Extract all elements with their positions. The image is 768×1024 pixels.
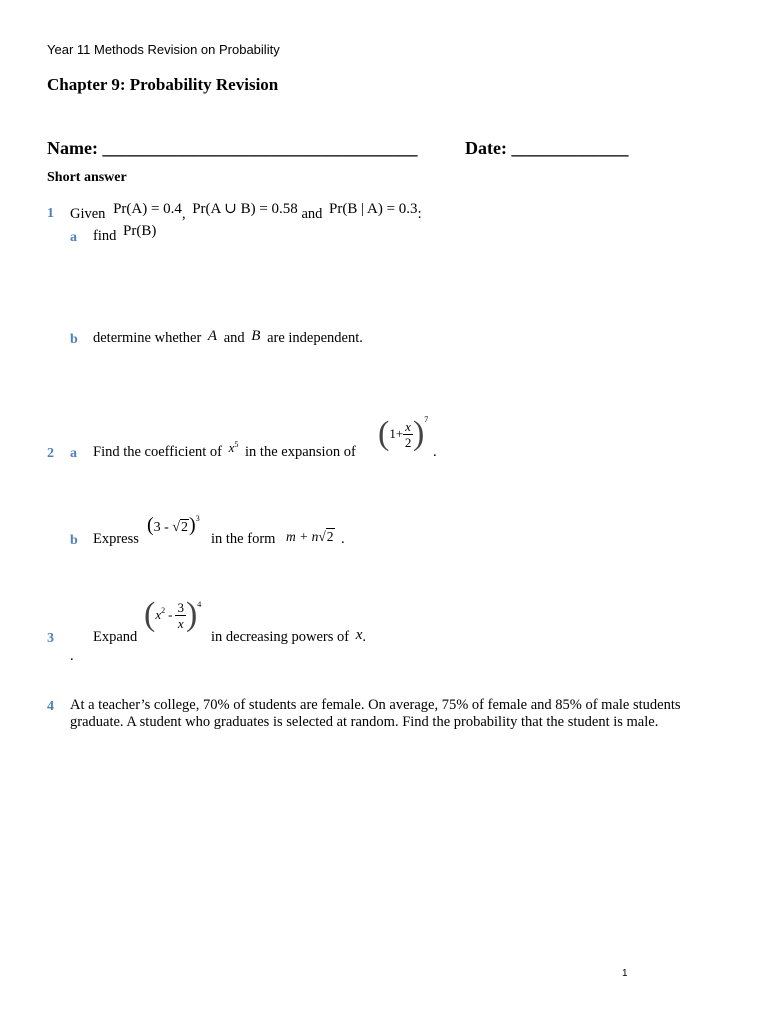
date-field-label: Date: _____________ [465,138,629,158]
question-2b-label [70,531,78,549]
left-paren: ( [378,415,390,452]
and-text: and [301,206,323,222]
exponent: 7 [424,415,429,424]
exponent: 4 [197,600,202,609]
variable-x: x [228,440,235,455]
expansion-text: in the expansion of [245,444,356,460]
period: . [362,629,367,645]
period: . [341,531,345,547]
variable-x: x [155,607,162,622]
x-power-expression [229,440,239,456]
fraction [403,420,413,449]
exponent: 2 [161,606,166,615]
minus-sign: - [168,607,173,622]
exponent: 3 [195,514,200,523]
expand-text: Expand [93,629,138,645]
part-label: b [70,533,78,548]
right-paren: ) [412,415,425,452]
comma-text: , [181,206,186,222]
part-label: b [70,332,78,347]
left-paren: ( [147,514,154,536]
variable-a: A [207,328,218,344]
fraction-numerator: 3 [177,599,184,615]
question-2-number [47,444,54,462]
question-3-number [47,629,54,647]
question-number: 2 [47,446,54,461]
three-minus: 3 - [153,520,169,535]
question-1-stem [70,201,422,223]
question-1-number [47,204,54,222]
left-paren: ( [144,596,156,633]
and-text: and [223,330,245,346]
part-label: a [70,446,77,461]
fraction-numerator: x [405,418,411,434]
right-paren: ) [185,596,198,633]
form-expression: m + n√2 [286,529,334,544]
express-text: Express [93,531,139,547]
given-text: Given [70,206,106,222]
question-number: 4 [47,699,54,714]
independent-text: are independent. [267,330,363,346]
one-plus: 1+ [389,426,404,441]
page-title: Chapter 9: Probability Revision [47,75,279,94]
question-1a-label [70,228,77,246]
m-plus-n: m + n [286,529,319,544]
running-header: Year 11 Methods Revision on Probability [47,42,280,57]
question-4-text: At a teacher’s college, 70% of students are female. On average, 75% of female and 85% of male students graduate. A student who graduates is selected at random. Find the probability that the student is male. [70,697,681,730]
variable-x: x [355,627,363,643]
page-number: 1 [622,968,628,979]
pr-b-expression: Pr(B) [122,223,157,239]
question-number: 3 [47,631,54,646]
colon-text: : [417,206,422,222]
in-the-form-text: in the form [211,531,276,547]
question-3-tail [211,629,366,646]
question-number: 1 [47,206,54,221]
fraction-denominator: x [177,615,184,631]
fraction-denominator: 2 [404,434,412,450]
section-heading: Short answer [47,170,127,185]
coefficient-text: Find the coefficient of [93,444,222,460]
right-paren: ) [189,514,196,536]
radicand: 2 [326,529,334,544]
part-label: a [70,230,77,245]
variable-b: B [251,328,261,344]
question-2a-label [70,444,77,462]
find-text: find [93,228,117,244]
question-2a-text [93,440,356,461]
radicand: 2 [181,520,189,535]
exponent: 5 [234,440,239,449]
question-1b-text [93,330,363,347]
fraction [175,601,186,630]
period: . [433,444,437,460]
question-1b-label [70,330,78,348]
expand-expression [144,598,201,632]
pr-b-given-a-expression: Pr(B | A) = 0.3 [329,201,418,217]
question-4-number [47,697,54,715]
pr-a-union-b-expression: Pr(A ∪ B) = 0.58 [192,201,298,217]
question-1a-text [93,223,157,245]
pr-a-expression: Pr(A) = 0.4 [113,201,182,217]
stray-period: . [70,648,74,664]
decreasing-powers-text: in decreasing powers of [211,629,350,645]
determine-text: determine whether [93,330,202,346]
surd-expression: (3 - √2)$^3$ [147,514,200,536]
name-field-label: Name: ___________________________________ [47,138,418,158]
binomial-expression [378,417,428,451]
